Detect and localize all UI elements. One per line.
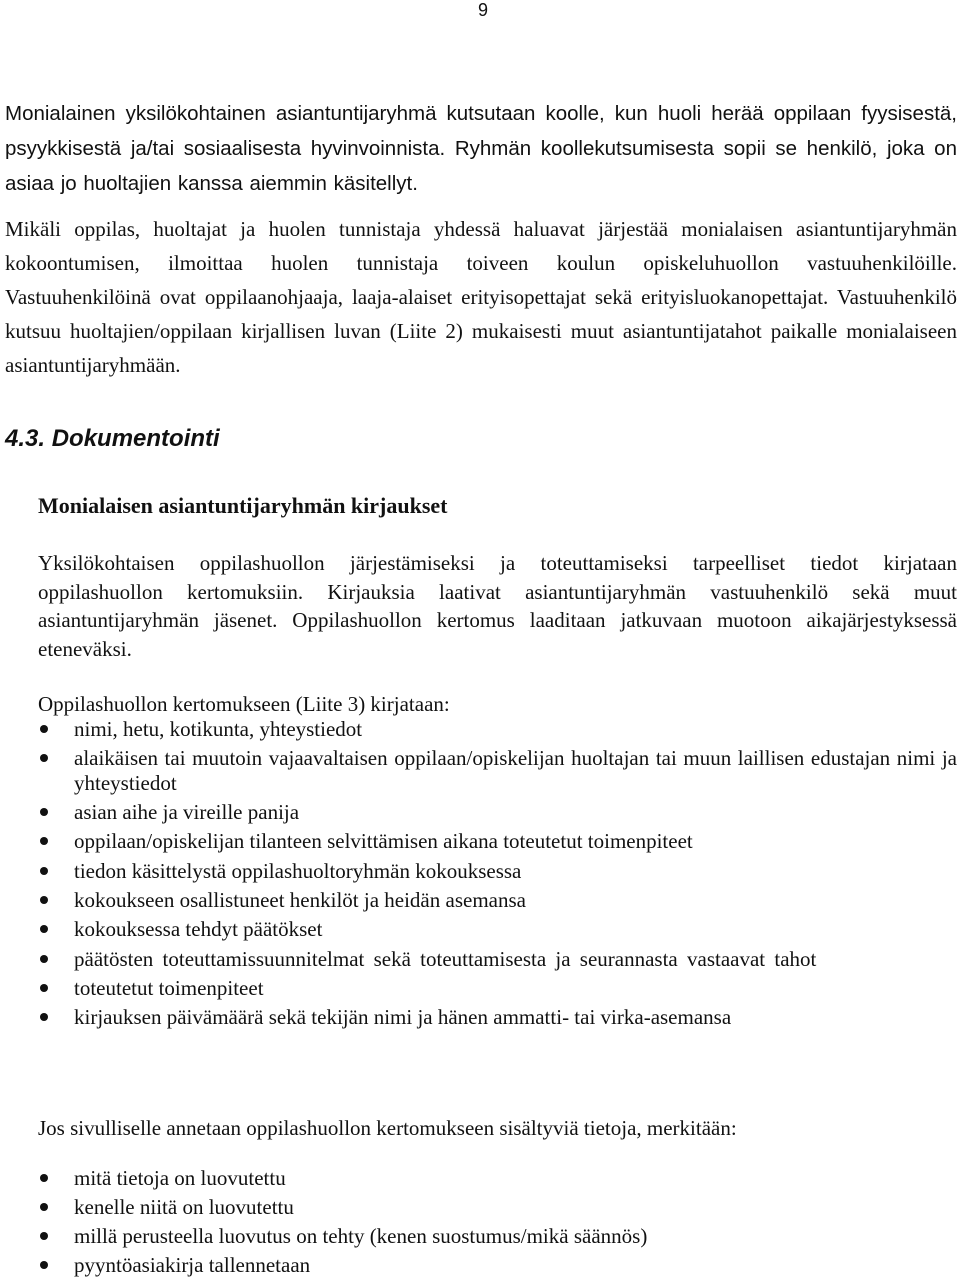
list-item-text: kokoukseen osallistuneet henkilöt ja heidän asemansa	[74, 887, 526, 912]
bullet-icon	[40, 955, 48, 963]
list-item	[38, 859, 957, 884]
list-item	[38, 800, 957, 825]
section-heading-documentation: 4.3. Dokumentointi	[5, 425, 220, 452]
list-item-text: alaikäisen tai muutoin vajaavaltaisen oppilaan/opiskelijan huoltajan tai muun laillisen edustajan nimi ja yhteystiedot	[74, 746, 957, 795]
list-item-text: nimi, hetu, kotikunta, yhteystiedot	[74, 717, 363, 741]
list-item-text: millä perusteella luovutus on tehty (kenen suostumus/mikä säännös)	[74, 1224, 648, 1248]
list-item	[38, 917, 957, 942]
bullet-icon	[40, 837, 48, 845]
bullet-icon	[40, 896, 48, 904]
subheading-expert-group-records: Monialaisen asiantuntijaryhmän kirjaukset	[38, 493, 448, 518]
list-item-text: pyyntöasiakirja tallennetaan	[74, 1253, 311, 1277]
list-item	[38, 888, 957, 913]
bullet-icon	[40, 925, 48, 933]
list-item-text: asian aihe ja vireille panija	[74, 800, 300, 825]
meeting-paragraph: Mikäli oppilas, huoltajat ja huolen tunnistaja yhdessä haluavat järjestää monialaisen asiantuntijaryhmän kokoontumisen, ilmoittaa huolen tunnistaja toiveen koulun opiskeluhuollon vastuuhenkilöille. Vastuuhenkilöinä ovat oppilaanohjaaja, laaja-alaiset erityisopettajat sekä erityisluokanopettajat. Vastuuhenkilö kutsuu huoltajien/oppilaan kirjallisen luvan (Liite 2) mukaisesti muut asiantuntijatahot paikalle monialaiseen asiantuntijaryhmään.	[5, 217, 957, 377]
page-number: 9	[477, 0, 488, 20]
bullet-icon	[40, 1013, 48, 1021]
list-item-text: kenelle niitä on luovutettu	[74, 1195, 294, 1219]
bullet-icon	[40, 1232, 48, 1240]
list-item-text: oppilaan/opiskelijan tilanteen selvittämisen aikana toteutetut toimenpiteet	[74, 829, 693, 854]
disclosure-intro: Jos sivulliselle annetaan oppilashuollon kertomukseen sisältyviä tietoja, merkitään:	[38, 1116, 737, 1140]
bullet-icon	[40, 808, 48, 816]
list-item	[38, 1166, 957, 1191]
bullet-icon	[40, 1203, 48, 1211]
list-item	[38, 976, 957, 1001]
bullet-icon	[40, 1174, 48, 1182]
list-item	[38, 829, 957, 854]
list-item-text: mitä tietoja on luovutettu	[74, 1166, 286, 1190]
intro-paragraph: Monialainen yksilökohtainen asiantuntijaryhmä kutsutaan koolle, kun huoli herää oppilaan fyysisestä, psyykkisestä ja/tai sosiaalisesta hyvinvoinnista. Ryhmän koollekutsumisesta sopii se henkilö, joka on asiaa jo huoltajien kanssa aiemmin käsitellyt.	[5, 102, 957, 195]
list-item	[38, 1224, 957, 1249]
bullet-icon	[40, 754, 48, 762]
bullet-icon	[40, 725, 48, 733]
record-contents-list	[38, 717, 957, 1034]
list-item-text: päätösten toteuttamissuunnitelmat sekä toteuttamisesta ja seurannasta vastaavat tahot	[74, 946, 817, 971]
list-item-text: tiedon käsittelystä oppilashuoltoryhmän kokouksessa	[74, 858, 522, 883]
list-item-text: kirjauksen päivämäärä sekä tekijän nimi ja hänen ammatti- tai virka-asemansa	[74, 1005, 732, 1030]
list-item	[38, 1195, 957, 1220]
list-item	[38, 746, 957, 795]
disclosure-list	[38, 1166, 957, 1282]
list-item-text: kokouksessa tehdyt päätökset	[74, 917, 323, 942]
list-item	[38, 717, 957, 742]
bullet-icon	[40, 1261, 48, 1269]
bullet-icon	[40, 984, 48, 992]
list-item	[38, 947, 957, 972]
list-item	[38, 1253, 957, 1278]
record-contents-intro: Oppilashuollon kertomukseen (Liite 3) kirjataan:	[38, 692, 450, 716]
list-item	[38, 1005, 957, 1030]
bullet-icon	[40, 867, 48, 875]
records-paragraph: Yksilökohtaisen oppilashuollon järjestämiseksi ja toteuttamiseksi tarpeelliset tiedot kirjataan oppilashuollon kertomuksiin. Kirjauksia laativat asiantuntijaryhmän vastuuhenkilö sekä muut asiantuntijaryhmän jäsenet. Oppilashuollon kertomus laaditaan jatkuvaan muotoon aikajärjestyksessä eteneväksi.	[38, 551, 957, 661]
list-item-text: toteutetut toimenpiteet	[74, 975, 264, 1000]
